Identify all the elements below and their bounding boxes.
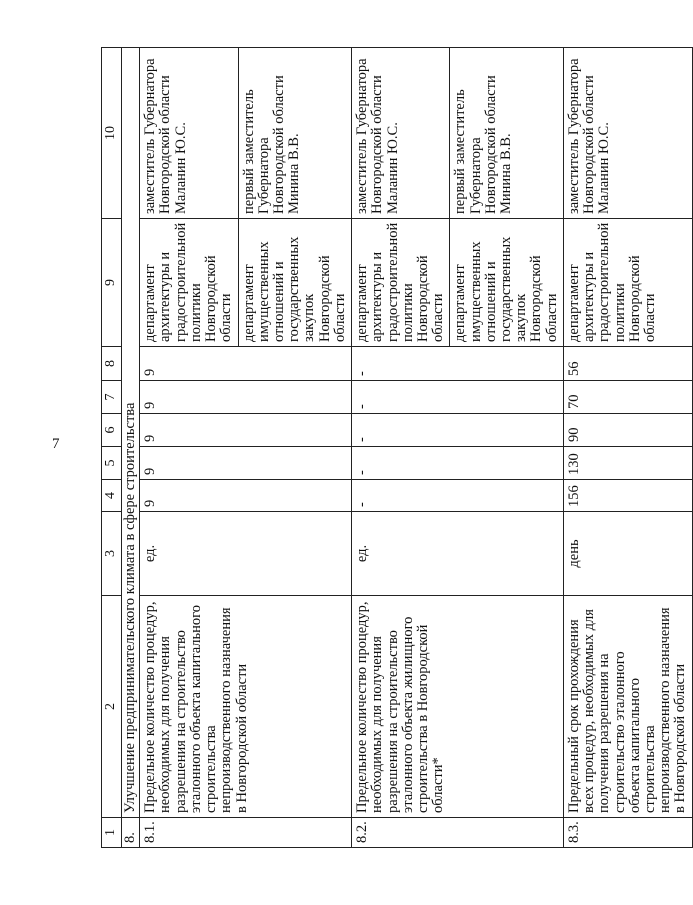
row-number: 8.3. xyxy=(563,818,692,848)
department: департамент имущественных отношений и государственных закупок Новгородской области xyxy=(238,219,352,347)
section-title: Улучшение предпринимательского климата в сфере строительства xyxy=(122,48,140,818)
header-cell: 9 xyxy=(102,219,122,347)
section-row xyxy=(122,48,140,848)
value-cell: 9 xyxy=(140,480,352,512)
indicator-name: Предельный срок прохождения всех процедур, необходимых для получения разрешения на строительство эталонного объекта капитального строительства непроизводственного назначения в Новгородской области xyxy=(563,596,692,818)
indicator-name: Предельное количество процедур, необходимых для получения разрешения на строительство эталонного объекта жилищного строительства в Новгородской области* xyxy=(352,596,564,818)
value-cell: - xyxy=(352,480,564,512)
department: департамент имущественных отношений и государственных закупок Новгородской области xyxy=(450,219,564,347)
department: департамент архитектуры и градостроительной политики Новгородской области xyxy=(563,219,692,347)
responsible-person: заместитель Губернатора Новгородской области Маланин Ю.С. xyxy=(140,48,238,219)
header-cell: 10 xyxy=(102,48,122,219)
indicator-name: Предельное количество процедур, необходимых для получения разрешения на строительство эталонного объекта капитального строительства непроизводственного назначения в Новгородской области xyxy=(140,596,352,818)
value-cell: - xyxy=(352,447,564,480)
responsible-person: первый заместитель Губернатора Новгородской области Минина В.В. xyxy=(238,48,352,219)
header-cell: 7 xyxy=(102,381,122,414)
value-cell: 9 xyxy=(140,447,352,480)
value-cell: 9 xyxy=(140,381,352,414)
value-cell: - xyxy=(352,414,564,447)
value-cell: - xyxy=(352,381,564,414)
page-number: 7 xyxy=(52,436,60,452)
responsible-person: заместитель Губернатора Новгородской области Маланин Ю.С. xyxy=(352,48,450,219)
row-number: 8.2. xyxy=(352,818,564,848)
indicators-table xyxy=(101,47,693,848)
table-row xyxy=(563,48,692,848)
value-cell: 70 xyxy=(563,381,692,414)
value-cell: 9 xyxy=(140,347,352,381)
value-cell: 90 xyxy=(563,414,692,447)
value-cell: 156 xyxy=(563,480,692,512)
header-cell: 5 xyxy=(102,447,122,480)
unit: ед. xyxy=(352,512,564,596)
table-row xyxy=(352,48,450,848)
responsible-person: заместитель Губернатора Новгородской области Маланин Ю.С. xyxy=(563,48,692,219)
value-cell: 56 xyxy=(563,347,692,381)
header-cell: 8 xyxy=(102,347,122,381)
value-cell: 9 xyxy=(140,414,352,447)
header-row xyxy=(102,48,122,848)
header-cell: 3 xyxy=(102,512,122,596)
section-number: 8. xyxy=(122,818,140,848)
unit: ед. xyxy=(140,512,352,596)
department: департамент архитектуры и градостроительной политики Новгородской области xyxy=(140,219,238,347)
unit: день xyxy=(563,512,692,596)
rotated-table-container xyxy=(101,48,689,848)
department: департамент архитектуры и градостроительной политики Новгородской области xyxy=(352,219,450,347)
header-cell: 2 xyxy=(102,596,122,818)
value-cell: - xyxy=(352,347,564,381)
header-cell: 1 xyxy=(102,818,122,848)
row-number: 8.1. xyxy=(140,818,352,848)
header-cell: 4 xyxy=(102,480,122,512)
table-row xyxy=(140,48,238,848)
responsible-person: первый заместитель Губернатора Новгородской области Минина В.В. xyxy=(450,48,564,219)
value-cell: 130 xyxy=(563,447,692,480)
header-cell: 6 xyxy=(102,414,122,447)
